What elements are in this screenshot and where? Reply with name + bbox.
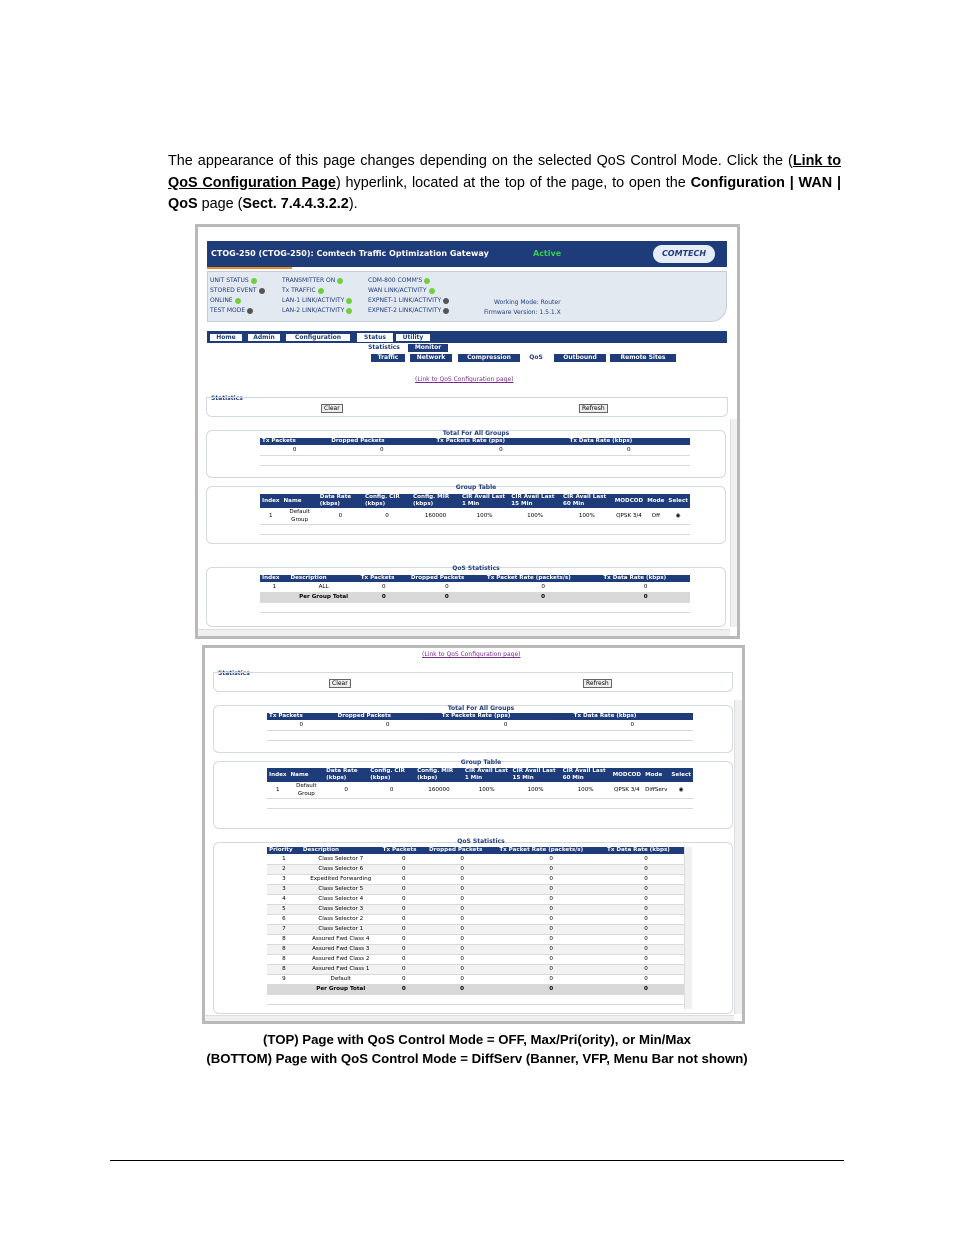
column-header: Tx Data Rate (kbps)	[572, 713, 693, 720]
column-header: CIR Avail Last 60 Min	[561, 494, 613, 508]
column-header: CIR Avail Last 60 Min	[561, 768, 611, 782]
table-cell: 0	[497, 944, 605, 954]
vfp-indicator: TEST MODE	[210, 307, 253, 314]
column-header: Dropped Packets	[409, 575, 485, 582]
column-header: Config. MIR (kbps)	[411, 494, 460, 508]
qos-config-link[interactable]: (Link to QoS Configuration page)	[422, 651, 521, 658]
table-cell: ALL	[288, 582, 358, 592]
intro-paragraph	[168, 151, 841, 216]
virtual-front-panel	[207, 271, 727, 322]
table-cell: 0	[605, 934, 687, 944]
table-cell: 2	[267, 864, 301, 874]
total-title: Total For All Groups	[442, 430, 510, 437]
table-cell: 0	[409, 582, 485, 592]
table-row	[260, 445, 690, 455]
column-header: Name	[288, 768, 324, 782]
column-header: Description	[301, 847, 381, 854]
table-cell	[260, 592, 288, 602]
table-row	[267, 799, 693, 809]
status-active: Active	[533, 249, 562, 258]
table-cell: 0	[363, 508, 411, 525]
table-cell: 0	[381, 894, 427, 904]
table-cell: 0	[359, 582, 409, 592]
bottom-screenshot	[202, 645, 745, 1024]
table-row	[267, 720, 693, 730]
top-screenshot	[195, 224, 740, 639]
table-cell: 0	[427, 914, 497, 924]
total-title: Total For All Groups	[447, 705, 515, 712]
column-header: CIR Avail Last 1 Min	[463, 768, 511, 782]
table-cell: 0	[381, 904, 427, 914]
column-header: CIR Avail Last 1 Min	[460, 494, 509, 508]
column-header: Data Rate (kbps)	[318, 494, 363, 508]
table-cell: 0	[427, 894, 497, 904]
table-cell: 1	[267, 854, 301, 864]
table-cell: 100%	[509, 508, 561, 525]
qos-config-link[interactable]: Link to QoS Configuration Page	[168, 153, 841, 191]
qos-config-link[interactable]: (Link to QoS Configuration page)	[415, 376, 514, 383]
select-radio[interactable]: ◉	[669, 782, 693, 799]
vfp-indicator: STORED EVENT	[210, 287, 265, 294]
table-cell	[267, 984, 301, 994]
group-title: Group Table	[460, 759, 502, 766]
table-cell: 0	[427, 964, 497, 974]
statistics-label: Statistics	[218, 670, 250, 677]
column-header: Data Rate (kbps)	[324, 768, 368, 782]
vfp-indicator: LAN-1 LINK/ACTIVITY	[282, 297, 352, 304]
column-header: Config. MIR (kbps)	[415, 768, 463, 782]
column-header: MODCOD	[613, 494, 645, 508]
table-cell: 0	[605, 884, 687, 894]
table-cell: Assured Fwd Class 2	[301, 954, 381, 964]
empty-cell	[260, 602, 690, 612]
table-cell: 8	[267, 934, 301, 944]
table-header-row	[267, 713, 693, 720]
table-cell: Assured Fwd Class 4	[301, 934, 381, 944]
table-cell: 0	[324, 782, 368, 799]
table-cell: 3	[267, 884, 301, 894]
table-cell: Expedited Forwarding	[301, 874, 381, 884]
table-cell: 0	[427, 864, 497, 874]
column-header: CIR Avail Last 15 Min	[511, 768, 561, 782]
status-led-icon	[443, 298, 449, 304]
banner-accent	[207, 267, 292, 269]
table-cell: 0	[381, 914, 427, 924]
table-cell: 0	[381, 864, 427, 874]
config-path: Configuration | WAN | QoS	[168, 174, 841, 212]
table-cell: 0	[381, 854, 427, 864]
table-cell: 0	[605, 894, 687, 904]
table-cell: 9	[267, 974, 301, 984]
table-row	[267, 854, 687, 864]
comtech-logo: COMTECH	[653, 245, 715, 263]
table-cell: 0	[368, 782, 415, 799]
table-cell: 0	[381, 924, 427, 934]
table-cell: Class Selector 4	[301, 894, 381, 904]
status-led-icon	[247, 308, 253, 314]
status-led-icon	[443, 308, 449, 314]
table-cell: 1	[260, 508, 281, 525]
table-cell: 0	[267, 720, 336, 730]
table-cell: 8	[267, 964, 301, 974]
table-cell: Default Group	[288, 782, 324, 799]
intro-text: The appearance of this page changes depending on the selected QoS Control Mode. Click the (	[168, 153, 793, 169]
table-cell: 0	[381, 984, 427, 994]
column-header: Mode	[645, 494, 666, 508]
tab-qos[interactable]: QoS	[524, 354, 548, 362]
clear-button[interactable]: Clear	[321, 404, 343, 413]
statistics-box	[206, 397, 728, 417]
column-header: Tx Packets	[381, 847, 427, 854]
column-header: MODCOD	[611, 768, 643, 782]
table-cell: 0	[497, 864, 605, 874]
table-cell: Per Group Total	[288, 592, 358, 602]
empty-cell	[260, 455, 690, 465]
table-cell: 0	[497, 954, 605, 964]
column-header: Dropped Packets	[427, 847, 497, 854]
column-header: Tx Packets Rate (pps)	[440, 713, 572, 720]
menu-status[interactable]: Status	[357, 333, 393, 342]
table-row	[267, 782, 693, 799]
qos-table	[267, 847, 687, 1005]
table-cell: 0	[605, 924, 687, 934]
table-cell: 100%	[463, 782, 511, 799]
group-title: Group Table	[455, 484, 497, 491]
table-cell: 0	[318, 508, 363, 525]
tab-outbound[interactable]: Outbound	[554, 354, 606, 362]
column-header: Index	[267, 768, 288, 782]
firmware-version: Firmware Version: 1.5.1.X	[484, 309, 561, 316]
tab-network[interactable]: Network	[410, 354, 452, 362]
table-row	[267, 964, 687, 974]
table-cell: 0	[427, 854, 497, 864]
table-cell: 0	[497, 884, 605, 894]
column-header: Tx Packet Rate (packets/s)	[485, 575, 601, 582]
table-cell: 0	[601, 592, 690, 602]
table-header-row	[260, 438, 690, 445]
table-cell: Assured Fwd Class 3	[301, 944, 381, 954]
table-cell: 0	[497, 984, 605, 994]
group-table	[260, 494, 690, 535]
table-cell: 0	[427, 974, 497, 984]
status-led-icon	[235, 298, 241, 304]
vfp-indicator: LAN-2 LINK/ACTIVITY	[282, 307, 352, 314]
table-cell: 0	[497, 874, 605, 884]
total-table	[260, 438, 690, 466]
statistics-label: Statistics	[211, 395, 243, 402]
table-cell: 0	[605, 964, 687, 974]
table-cell: QPSK 3/4	[613, 508, 645, 525]
table-cell: 0	[409, 592, 485, 602]
column-header: Config. CIR (kbps)	[368, 768, 415, 782]
table-cell: Off	[645, 508, 666, 525]
vfp-indicator: CDM-800 COMM'S	[368, 277, 430, 284]
table-cell: 1	[260, 582, 288, 592]
table-cell: 0	[427, 954, 497, 964]
table-cell: 0	[497, 914, 605, 924]
table-cell: 0	[485, 592, 601, 602]
table-cell: Class Selector 7	[301, 854, 381, 864]
horizontal-scrollbar[interactable]	[205, 1015, 734, 1023]
table-cell: 160000	[411, 508, 460, 525]
table-cell: 0	[427, 944, 497, 954]
table-cell: 0	[497, 894, 605, 904]
tab-compression[interactable]: Compression	[458, 354, 520, 362]
table-cell: 0	[605, 954, 687, 964]
table-row	[267, 924, 687, 934]
table-row	[267, 884, 687, 894]
status-led-icon	[429, 288, 435, 294]
select-radio[interactable]: ◉	[666, 508, 690, 525]
table-cell: 4	[267, 894, 301, 904]
table-cell: Class Selector 2	[301, 914, 381, 924]
column-header: Index	[260, 575, 288, 582]
table-cell: 0	[381, 954, 427, 964]
table-cell: 0	[336, 720, 440, 730]
menu-utility[interactable]: Utility	[395, 333, 431, 342]
vfp-indicator: Tx TRAFFIC	[282, 287, 324, 294]
table-cell: 0	[497, 974, 605, 984]
table-cell: 0	[427, 884, 497, 894]
status-led-icon	[259, 288, 265, 294]
submenu-statistics[interactable]: Statistics	[365, 344, 403, 352]
caption-top: (TOP) Page with QoS Control Mode = OFF, Max/Pri(ority), or Min/Max	[262, 1032, 691, 1047]
vfp-indicator: EXPNET-1 LINK/ACTIVITY	[368, 297, 449, 304]
column-header: Tx Data Rate (kbps)	[601, 575, 690, 582]
vertical-scrollbar[interactable]	[730, 419, 738, 627]
column-header: Index	[260, 494, 281, 508]
table-row	[267, 914, 687, 924]
footer-rule	[110, 1160, 844, 1161]
table-cell: 0	[497, 904, 605, 914]
status-led-icon	[318, 288, 324, 294]
table-cell: 0	[427, 984, 497, 994]
table-cell: 5	[267, 904, 301, 914]
menu-configuration[interactable]: Configuration	[285, 333, 351, 342]
total-row	[260, 592, 690, 602]
table-header-row	[267, 768, 693, 782]
intro-text: ) hyperlink, located at the top of the page, to open the	[335, 174, 691, 191]
table-cell: 0	[605, 864, 687, 874]
table-row	[267, 994, 687, 1004]
group-table	[267, 768, 693, 809]
table-cell: DiffServ	[643, 782, 669, 799]
column-header: Tx Data Rate (kbps)	[605, 847, 687, 854]
table-cell: 0	[497, 934, 605, 944]
table-cell: 0	[427, 934, 497, 944]
column-header: Tx Packets	[267, 713, 336, 720]
table-header-row	[267, 847, 687, 854]
table-cell: 0	[427, 874, 497, 884]
empty-cell	[260, 525, 690, 535]
table-cell: 0	[434, 445, 567, 455]
vfp-indicator: UNIT STATUS	[210, 277, 257, 284]
table-cell: 3	[267, 874, 301, 884]
table-cell: QPSK 3/4	[611, 782, 643, 799]
table-cell: Assured Fwd Class 1	[301, 964, 381, 974]
statistics-box	[213, 672, 733, 692]
table-cell: 8	[267, 954, 301, 964]
vfp-indicator: EXPNET-2 LINK/ACTIVITY	[368, 307, 449, 314]
table-cell: Class Selector 1	[301, 924, 381, 934]
table-row	[260, 508, 690, 525]
table-cell: 160000	[415, 782, 463, 799]
table-cell: 0	[381, 974, 427, 984]
horizontal-scrollbar[interactable]	[198, 629, 730, 637]
vfp-indicator: WAN LINK/ACTIVITY	[368, 287, 435, 294]
table-cell: Default Group	[281, 508, 317, 525]
table-row	[267, 874, 687, 884]
empty-cell	[267, 994, 687, 1004]
column-header: Tx Packets	[260, 438, 329, 445]
tab-traffic[interactable]: Traffic	[371, 354, 405, 362]
table-cell: 0	[440, 720, 572, 730]
column-header: Priority	[267, 847, 301, 854]
column-header: Dropped Packets	[329, 438, 434, 445]
vertical-scrollbar[interactable]	[734, 700, 742, 1014]
table-cell: 6	[267, 914, 301, 924]
table-cell: 0	[605, 944, 687, 954]
table-row	[260, 602, 690, 612]
column-header: Tx Packets	[359, 575, 409, 582]
table-cell: 0	[605, 904, 687, 914]
banner	[207, 241, 727, 267]
status-led-icon	[424, 278, 430, 284]
table-cell: 0	[605, 914, 687, 924]
table-cell: 8	[267, 944, 301, 954]
table-cell: 1	[267, 782, 288, 799]
table-cell: Class Selector 3	[301, 904, 381, 914]
banner-title: CTOG-250 (CTOG-250): Comtech Traffic Optimization Gateway	[211, 249, 489, 258]
status-led-icon	[337, 278, 343, 284]
intro-text: ).	[348, 196, 358, 212]
table-row	[260, 455, 690, 465]
column-header: Name	[281, 494, 317, 508]
table-cell: Per Group Total	[301, 984, 381, 994]
table-cell: 100%	[511, 782, 561, 799]
column-header: Tx Packet Rate (packets/s)	[497, 847, 605, 854]
table-cell: Class Selector 6	[301, 864, 381, 874]
status-led-icon	[346, 308, 352, 314]
table-cell: 0	[568, 445, 691, 455]
table-cell: 0	[497, 964, 605, 974]
table-cell: Default	[301, 974, 381, 984]
table-cell: 0	[260, 445, 329, 455]
table-cell: 0	[427, 924, 497, 934]
tab-remote-sites[interactable]: Remote Sites	[610, 354, 676, 362]
total-row	[267, 984, 687, 994]
intro-text: page (	[197, 196, 243, 212]
table-cell: 0	[329, 445, 434, 455]
column-header: Config. CIR (kbps)	[363, 494, 411, 508]
menu-bar	[207, 331, 727, 343]
column-header: Tx Data Rate (kbps)	[568, 438, 691, 445]
table-cell: 0	[381, 874, 427, 884]
menu-home[interactable]: Home	[209, 333, 243, 342]
column-header: Mode	[643, 768, 669, 782]
working-mode: Working Mode: Router	[494, 299, 561, 306]
refresh-button[interactable]: Refresh	[583, 679, 612, 688]
table-cell: 7	[267, 924, 301, 934]
table-cell: 0	[381, 884, 427, 894]
table-row	[267, 864, 687, 874]
table-cell: 0	[381, 964, 427, 974]
table-cell: 0	[605, 974, 687, 984]
total-table	[267, 713, 693, 741]
vfp-indicator: ONLINE	[210, 297, 241, 304]
status-led-icon	[251, 278, 257, 284]
table-row	[267, 934, 687, 944]
empty-cell	[267, 730, 693, 740]
table-cell: 0	[601, 582, 690, 592]
table-row	[267, 894, 687, 904]
table-cell: Class Selector 5	[301, 884, 381, 894]
table-row	[267, 974, 687, 984]
table-row	[267, 954, 687, 964]
menu-admin[interactable]: Admin	[247, 333, 281, 342]
table-cell: 0	[427, 904, 497, 914]
table-cell: 0	[605, 984, 687, 994]
table-row	[267, 944, 687, 954]
caption-bottom: (BOTTOM) Page with QoS Control Mode = DiffServ (Banner, VFP, Menu Bar not shown)	[206, 1051, 748, 1066]
empty-cell	[267, 799, 693, 809]
table-cell: 0	[485, 582, 601, 592]
clear-button[interactable]: Clear	[329, 679, 351, 688]
column-header: Tx Packets Rate (pps)	[434, 438, 567, 445]
table-header-row	[260, 575, 690, 582]
table-cell: 0	[605, 854, 687, 864]
table-cell: 0	[497, 924, 605, 934]
table-header-row	[260, 494, 690, 508]
table-cell: 100%	[561, 782, 611, 799]
table-row	[267, 730, 693, 740]
table-row	[260, 582, 690, 592]
table-cell: 0	[605, 874, 687, 884]
column-header: Select	[669, 768, 693, 782]
submenu-monitor[interactable]: Monitor	[408, 344, 448, 352]
vfp-indicator: TRANSMITTER ON	[282, 277, 343, 284]
section-ref: Sect. 7.4.4.3.2.2	[242, 196, 349, 212]
table-cell: 0	[359, 592, 409, 602]
qos-title: QoS Statistics	[452, 565, 500, 572]
table-scrollbar[interactable]	[684, 847, 692, 1009]
table-cell: 0	[497, 854, 605, 864]
table-row	[267, 904, 687, 914]
column-header: Description	[288, 575, 358, 582]
qos-title: QoS Statistics	[457, 838, 505, 845]
status-led-icon	[346, 298, 352, 304]
column-header: CIR Avail Last 15 Min	[509, 494, 561, 508]
table-row	[260, 525, 690, 535]
refresh-button[interactable]: Refresh	[579, 404, 608, 413]
table-cell: 100%	[561, 508, 613, 525]
table-cell: 100%	[460, 508, 509, 525]
qos-table	[260, 575, 690, 613]
column-header: Dropped Packets	[336, 713, 440, 720]
table-cell: 0	[381, 934, 427, 944]
column-header: Select	[666, 494, 690, 508]
table-cell: 0	[572, 720, 693, 730]
table-cell: 0	[381, 944, 427, 954]
